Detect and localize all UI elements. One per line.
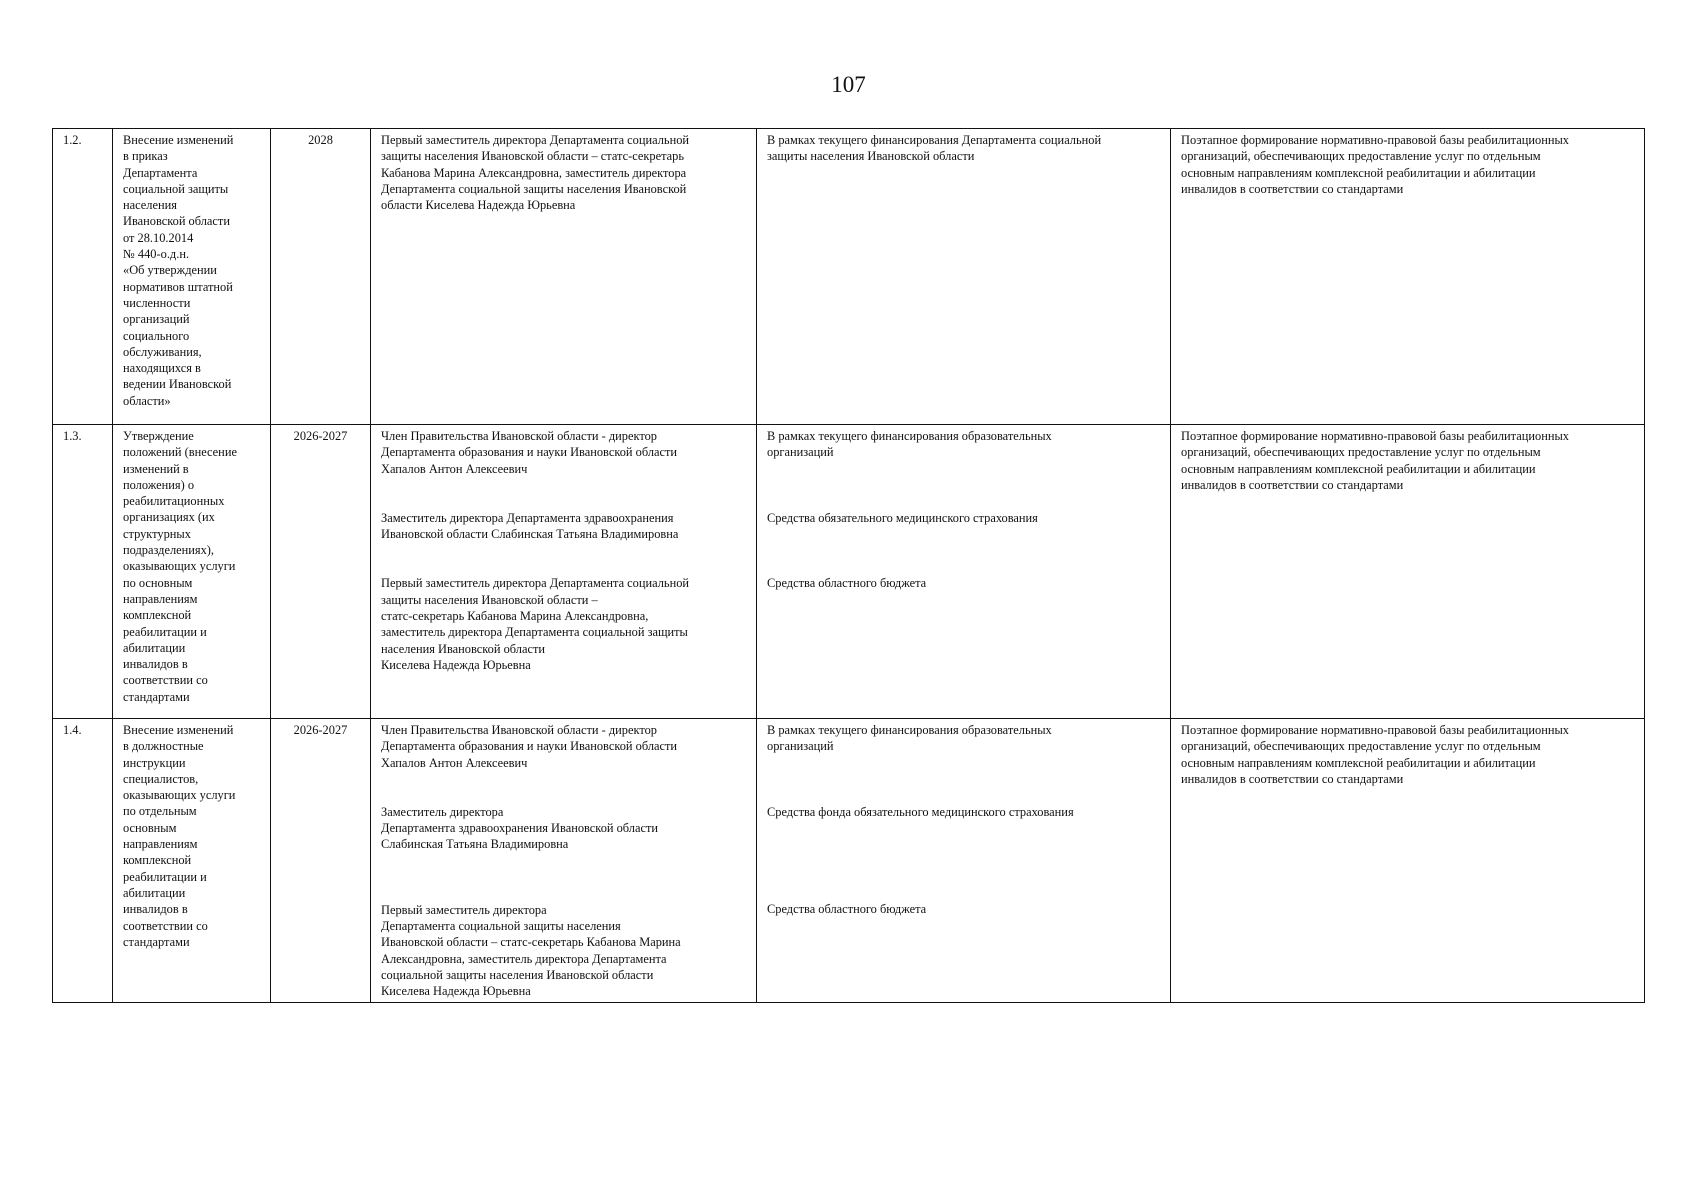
responsible-cell <box>371 425 757 719</box>
measure-cell <box>113 719 271 1003</box>
result-cell <box>1171 719 1645 1003</box>
table-row <box>53 425 1645 719</box>
measure-text: Утверждение положений (внесение изменений в положения) о реабилитационных организациях (их структурных подразделениях), оказывающих услуги по основным направлениям комплексной реабилитации и абилитации инвалидов в соответствии со стандартами <box>123 429 237 704</box>
result-text: Поэтапное формирование нормативно-правовой базы реабилитационных организаций, обеспечивающих предоставление услуг по отдельным основным направлениям комплексной реабилитации и абилитации инвалидов в соответствии со стандартами <box>1181 133 1569 196</box>
result-cell <box>1171 425 1645 719</box>
funding-text: В рамках текущего финансирования образовательных организаций <box>767 723 1052 754</box>
period-cell: 2026-2027 <box>271 719 371 1003</box>
funding-text: Средства областного бюджета <box>767 575 927 590</box>
responsible-text: Первый заместитель директора Департамента социальной защиты населения Ивановской области – статс-секретарь Кабанова Марина Александровна, заместитель директора Департамента социальной защиты населения Ивановской области Киселева Надежда Юрьевна <box>381 576 690 672</box>
funding-text: Средства областного бюджета <box>767 901 927 916</box>
funding-cell <box>757 425 1171 719</box>
row-number: 1.3. <box>53 425 113 719</box>
measure-cell <box>113 129 271 425</box>
row-number: 1.2. <box>53 129 113 425</box>
measure-text: Внесение изменений в приказ Департамента социальной защиты населения Ивановской области от 28.10.2014 № 440-о.д.н. «Об утверждении нормативов штатной численности организаций социального обслуживания, находящихся в ведении Ивановской области» <box>123 133 234 408</box>
responsible-text: Член Правительства Ивановской области - директор Департамента образования и науки Ивановской области Хапалов Антон Алексеевич <box>381 723 678 770</box>
measure-text: Внесение изменений в должностные инструкции специалистов, оказывающих услуги по отдельным основным направлениям комплексной реабилитации и абилитации инвалидов в соответствии со стандартами <box>123 723 236 949</box>
row-number: 1.4. <box>53 719 113 1003</box>
measures-table <box>52 128 1645 1003</box>
funding-text: Средства обязательного медицинского страхования <box>767 510 1038 525</box>
period-cell: 2028 <box>271 129 371 425</box>
period-cell: 2026-2027 <box>271 425 371 719</box>
funding-cell <box>757 719 1171 1003</box>
table-row <box>53 719 1645 1003</box>
page-number: 107 <box>831 72 866 97</box>
responsible-cell <box>371 129 757 425</box>
responsible-cell <box>371 719 757 1003</box>
table-row <box>53 129 1645 425</box>
responsible-text: Заместитель директора Департамента здравоохранения Ивановской области Слабинская Татьяна Владимировна <box>381 804 659 852</box>
responsible-text: Заместитель директора Департамента здравоохранения Ивановской области Слабинская Татьяна Владимировна <box>381 510 679 542</box>
responsible-text: Первый заместитель директора Департамента социальной защиты населения Ивановской области – статс-секретарь Кабанова Марина Александровна, заместитель директора Департамента социальной защиты населения Ивановской области Киселева Надежда Юрьевна <box>381 902 681 999</box>
responsible-text: Первый заместитель директора Департамента социальной защиты населения Ивановской области – статс-секретарь Кабанова Марина Александровна, заместитель директора Департамента социальной защиты населения Ивановской области Киселева Надежда Юрьевна <box>381 133 690 213</box>
result-text: Поэтапное формирование нормативно-правовой базы реабилитационных организаций, обеспечивающих предоставление услуг по отдельным основным направлениям комплексной реабилитации и абилитации инвалидов в соответствии со стандартами <box>1181 723 1569 786</box>
funding-cell <box>757 129 1171 425</box>
funding-text: В рамках текущего финансирования Департамента социальной защиты населения Ивановской области <box>767 133 1102 164</box>
result-cell <box>1171 129 1645 425</box>
funding-text: Средства фонда обязательного медицинского страхования <box>767 804 1074 819</box>
result-text: Поэтапное формирование нормативно-правовой базы реабилитационных организаций, обеспечивающих предоставление услуг по отдельным основным направлениям комплексной реабилитации и абилитации инвалидов в соответствии со стандартами <box>1181 429 1569 492</box>
measure-cell <box>113 425 271 719</box>
funding-text: В рамках текущего финансирования образовательных организаций <box>767 429 1052 460</box>
responsible-text: Член Правительства Ивановской области - директор Департамента образования и науки Ивановской области Хапалов Антон Алексеевич <box>381 429 678 476</box>
